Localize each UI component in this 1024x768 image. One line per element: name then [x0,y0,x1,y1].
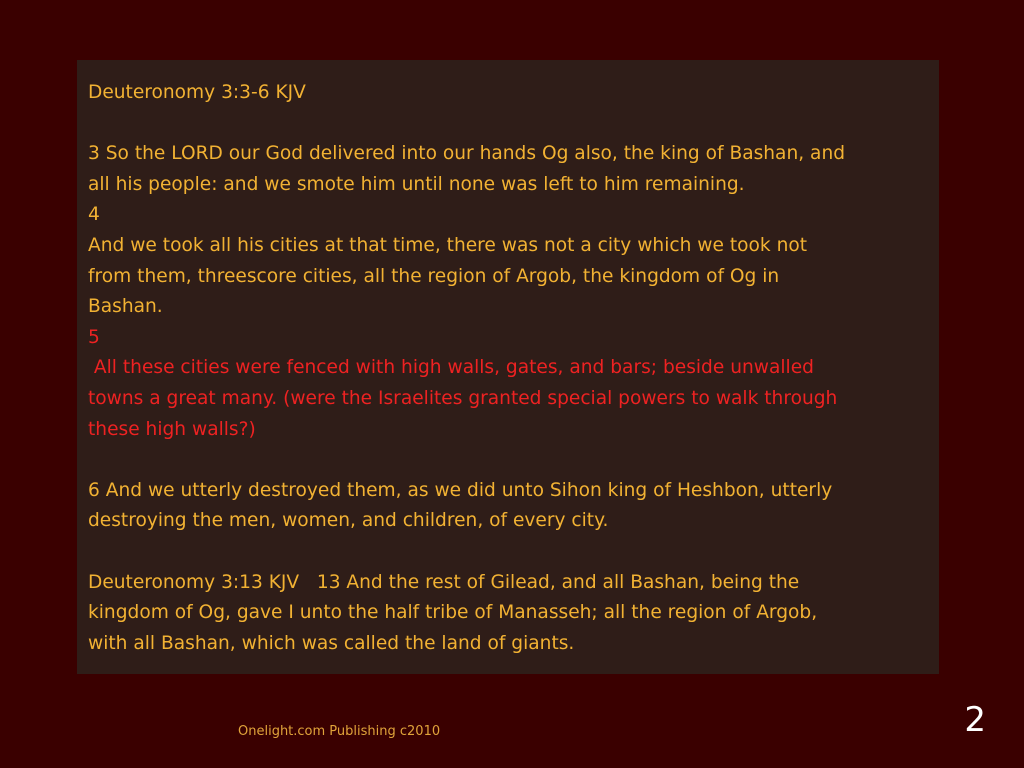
verse-5-line-2: towns a great many. (were the Israelites granted special powers to walk through [88,387,838,409]
verse-4-number: 4 [88,204,100,226]
spacer [88,445,929,476]
verse-5-line-3: these high walls?) [88,418,256,440]
page-number: 2 [964,700,986,740]
verse-13-line-2: kingdom of Og, gave I unto the half tribe of Manasseh; all the region of Argob, [88,602,818,624]
verse-3-line-1: 3 So the LORD our God delivered into our hands Og also, the king of Bashan, and [88,143,846,165]
verse-5-number: 5 [88,326,100,348]
scripture-text-box [77,60,939,674]
passage-heading: Deuteronomy 3:3-6 KJV [88,82,306,103]
verse-4-line-3: Bashan. [88,296,163,318]
verse-4-line-2: from them, threescore cities, all the region of Argob, the kingdom of Og in [88,265,780,287]
verse-4-line-1: And we took all his cities at that time, there was not a city which we took not [88,234,808,256]
spacer [88,109,929,140]
verse-3-line-2: all his people: and we smote him until none was left to him remaining. [88,173,745,195]
footer-credit: Onelight.com Publishing c2010 [238,724,441,739]
verse-6-line-1: 6 And we utterly destroyed them, as we did unto Sihon king of Heshbon, utterly [88,479,833,501]
verse-13-line-1: Deuteronomy 3:13 KJV 13 And the rest of Gilead, and all Bashan, being the [88,571,800,593]
verse-5-line-1: All these cities were fenced with high walls, gates, and bars; beside unwalled [88,357,814,379]
verse-6-line-2: destroying the men, women, and children, of every city. [88,510,609,532]
verse-13-line-3: with all Bashan, which was called the land of giants. [88,632,575,654]
spacer [88,537,929,568]
